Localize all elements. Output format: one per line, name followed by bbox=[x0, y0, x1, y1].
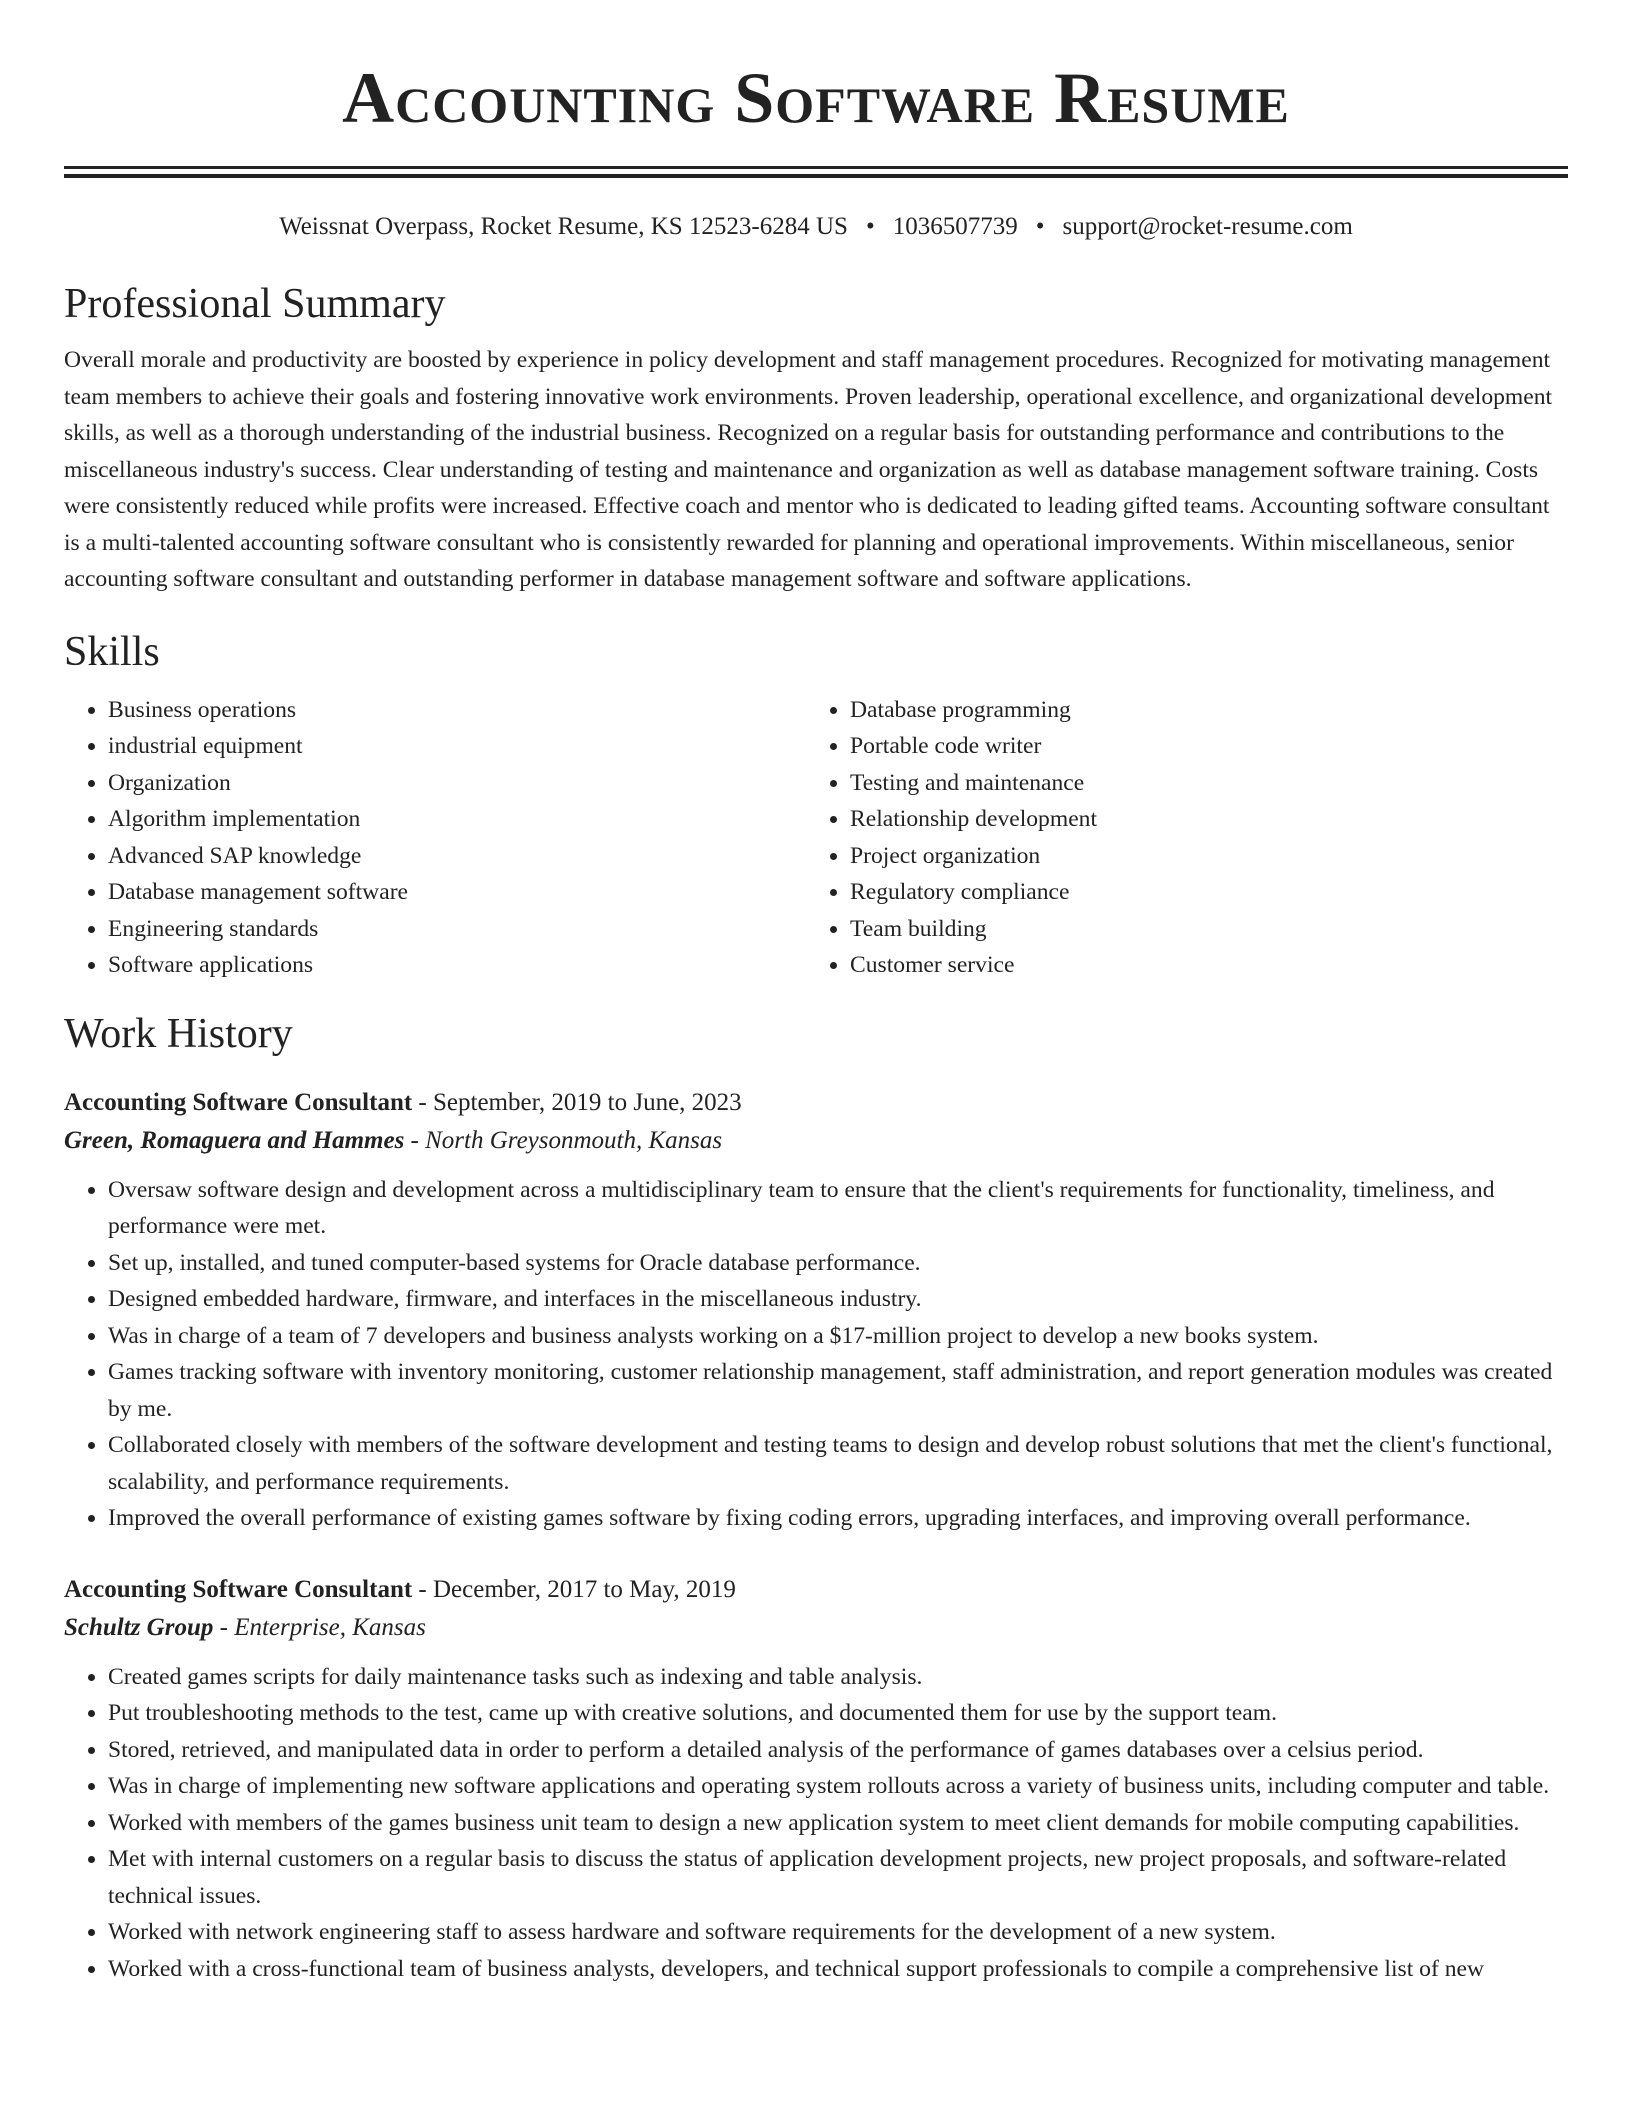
job-company: Schultz Group bbox=[64, 1613, 214, 1641]
job-bullet: • Worked with members of the games business unit team to design a new application system to meet client demands for mobile computing capabilities. bbox=[108, 1805, 1568, 1842]
skills-column-right bbox=[806, 692, 1548, 984]
job-bullet: • Met with internal customers on a regular basis to discuss the status of application development projects, new project proposals, and software-related technical issues. bbox=[108, 1841, 1568, 1914]
skill-item: • Organization bbox=[108, 765, 806, 802]
contact-separator: • bbox=[865, 213, 875, 240]
skills-heading: Skills bbox=[64, 628, 160, 675]
skill-item: • Advanced SAP knowledge bbox=[108, 838, 806, 875]
contact-email: support@rocket-resume.com bbox=[1062, 213, 1353, 240]
job-bullet: • Worked with network engineering staff to assess hardware and software requirements for the development of a new system. bbox=[108, 1914, 1568, 1951]
job-bullet: • Improved the overall performance of existing games software by fixing coding errors, upgrading interfaces, and improving overall performance. bbox=[108, 1500, 1568, 1537]
job-bullets bbox=[64, 1659, 1568, 1988]
job-bullet: • Was in charge of implementing new software applications and operating system rollouts across a variety of business units, including computer and table. bbox=[108, 1768, 1568, 1805]
job-title-line bbox=[64, 1571, 1568, 1609]
job-title-line bbox=[64, 1084, 1568, 1122]
skill-item: • Testing and maintenance bbox=[850, 765, 1548, 802]
job-role: Accounting Software Consultant bbox=[64, 1575, 413, 1603]
job-bullet: • Stored, retrieved, and manipulated data in order to perform a detailed analysis of the performance of games databases over a celsius period. bbox=[108, 1732, 1568, 1769]
job-company-line bbox=[64, 1122, 1568, 1160]
skill-item: • Database management software bbox=[108, 874, 806, 911]
job-bullet: • Set up, installed, and tuned computer-based systems for Oracle database performance. bbox=[108, 1245, 1568, 1282]
summary-text: Overall morale and productivity are boosted by experience in policy development and staff management procedures. Recognized for motivating management team members to achieve their goals and fostering innovative work environments. Proven leadership, operational excellence, and organizational development skills, as well as a thorough understanding of the industrial business. Recognized on a regular basis for outstanding performance and contributions to the miscellaneous industry's success. Clear understanding of testing and maintenance and organization as well as database management software training. Costs were consistently reduced while profits were increased. Effective coach and mentor who is dedicated to leading gifted teams. Accounting software consultant is a multi-talented accounting software consultant who is consistently rewarded for planning and operational improvements. Within miscellaneous, senior accounting software consultant and outstanding performer in database management software and software applications. bbox=[64, 347, 1553, 592]
job-bullet: • Created games scripts for daily maintenance tasks such as indexing and table analysis. bbox=[108, 1659, 1568, 1696]
job-bullet: • Was in charge of a team of 7 developers and business analysts working on a $17-million project to develop a new books system. bbox=[108, 1318, 1568, 1355]
skill-item: • Team building bbox=[850, 911, 1548, 948]
job-bullets bbox=[64, 1172, 1568, 1537]
job-dates: - September, 2019 to June, 2023 bbox=[412, 1088, 742, 1116]
resume-page bbox=[64, 0, 1568, 1987]
skill-item: • industrial equipment bbox=[108, 728, 806, 765]
skill-item: • Algorithm implementation bbox=[108, 801, 806, 838]
summary-heading: Professional Summary bbox=[64, 281, 446, 327]
job-company: Green, Romaguera and Hammes bbox=[64, 1126, 405, 1154]
job-location: - North Greysonmouth, Kansas bbox=[404, 1126, 723, 1154]
title-divider-bottom bbox=[64, 174, 1568, 178]
skill-item: • Portable code writer bbox=[850, 728, 1548, 765]
job-company-line bbox=[64, 1609, 1568, 1647]
skill-item: • Business operations bbox=[108, 692, 806, 729]
work-history-heading: Work History bbox=[64, 1010, 293, 1057]
skill-item: • Database programming bbox=[850, 692, 1548, 729]
job-bullet: • Worked with a cross-functional team of business analysts, developers, and technical support professionals to compile a comprehensive list of new bbox=[108, 1951, 1568, 1988]
skills-column-left bbox=[64, 692, 806, 984]
skill-item: • Engineering standards bbox=[108, 911, 806, 948]
contact-separator: • bbox=[1035, 213, 1045, 240]
title-divider-top bbox=[64, 166, 1568, 169]
job-bullet: • Collaborated closely with members of the software development and testing teams to design and develop robust solutions that met the client's functional, scalability, and performance requirements. bbox=[108, 1427, 1568, 1500]
contact-address: Weissnat Overpass, Rocket Resume, KS 12523-6284 US bbox=[279, 213, 848, 240]
job-role: Accounting Software Consultant bbox=[64, 1088, 413, 1116]
job-bullet: • Oversaw software design and development across a multidisciplinary team to ensure that the client's requirements for functionality, timeliness, and performance were met. bbox=[108, 1172, 1568, 1245]
contact-line bbox=[64, 210, 1568, 244]
job-bullet: • Designed embedded hardware, firmware, and interfaces in the miscellaneous industry. bbox=[108, 1281, 1568, 1318]
skill-item: • Relationship development bbox=[850, 801, 1548, 838]
skill-item: • Customer service bbox=[850, 947, 1548, 984]
skills-list bbox=[64, 692, 1568, 984]
job-bullet: • Put troubleshooting methods to the test, came up with creative solutions, and documented them for use by the support team. bbox=[108, 1695, 1568, 1732]
resume-title: Accounting Software Resume bbox=[342, 58, 1290, 138]
job-bullet: • Games tracking software with inventory monitoring, customer relationship management, staff administration, and report generation modules was created by me. bbox=[108, 1354, 1568, 1427]
job-entry bbox=[64, 1571, 1568, 1988]
skill-item: • Regulatory compliance bbox=[850, 874, 1548, 911]
skill-item: • Software applications bbox=[108, 947, 806, 984]
job-dates: - December, 2017 to May, 2019 bbox=[412, 1575, 736, 1603]
job-entry bbox=[64, 1084, 1568, 1537]
skill-item: • Project organization bbox=[850, 838, 1548, 875]
job-location: - Enterprise, Kansas bbox=[213, 1613, 426, 1641]
contact-phone: 1036507739 bbox=[892, 213, 1018, 240]
